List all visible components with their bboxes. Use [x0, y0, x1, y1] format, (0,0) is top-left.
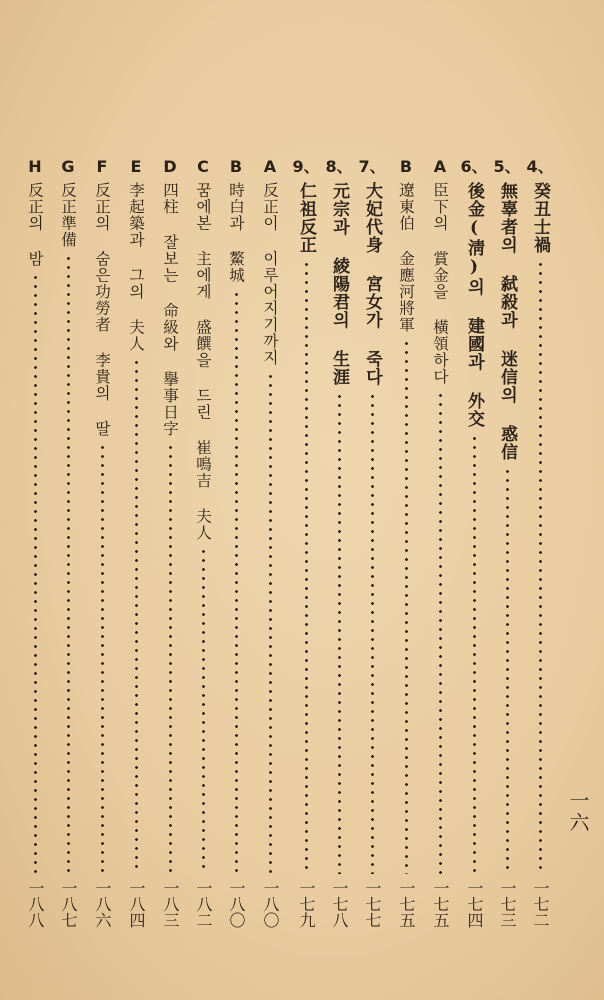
dot-leader	[539, 260, 542, 874]
toc-entry	[427, 158, 453, 948]
dot-leader	[405, 339, 408, 874]
entry-page: 一八〇	[227, 880, 246, 928]
entry-marker: E	[130, 157, 142, 176]
entry-page: 一七五	[431, 880, 450, 928]
entry-page: 一七二	[531, 880, 550, 928]
toc-entry	[123, 158, 149, 948]
entry-title: 臣下의 賞金을 橫領하다	[431, 182, 449, 385]
entry-page: 一八八	[26, 880, 45, 928]
dot-leader	[269, 372, 272, 874]
entry-marker: 4、	[526, 157, 554, 176]
entry-page: 一七四	[465, 880, 484, 928]
entry-title: 反正의 밤	[26, 182, 44, 267]
toc-entry	[190, 158, 216, 948]
entry-marker: 9、	[292, 157, 320, 176]
entry-marker: A	[263, 157, 277, 176]
entry-title: 後金(淸)의 建國과 外交	[464, 182, 484, 428]
entry-title: 反正의 숨은功勞者 李貴의 딸	[93, 182, 111, 437]
dot-leader	[34, 273, 37, 874]
entry-title: 元宗과 綾陽君의 生涯	[329, 182, 349, 386]
toc-entry	[527, 158, 553, 948]
entry-marker: 7、	[358, 157, 386, 176]
entry-title: 大妃代身 宮女가 죽다	[362, 182, 382, 386]
dot-leader	[473, 434, 476, 874]
entry-page: 一八六	[93, 880, 112, 928]
entry-marker: H	[28, 157, 42, 176]
toc-entry	[89, 158, 115, 948]
entry-title: 反正準備	[59, 182, 77, 248]
entry-title: 無辜者의 弑殺과 迷信의 惑信	[497, 182, 517, 461]
dot-leader	[235, 290, 238, 875]
entry-page: 一八四	[127, 880, 146, 928]
entry-marker: B	[229, 157, 243, 176]
toc-entry	[22, 158, 48, 948]
toc-entry	[393, 158, 419, 948]
entry-marker: 6、	[460, 157, 488, 176]
entry-title: 李起築과 그의 夫人	[127, 182, 145, 352]
entry-marker: D	[163, 157, 177, 176]
entry-page: 一七三	[498, 880, 517, 928]
dot-leader	[101, 443, 104, 874]
dot-leader	[202, 547, 205, 874]
entry-page: 一七七	[363, 880, 382, 928]
entry-title: 四柱 잘보는 命級와 擧事日字	[161, 182, 179, 437]
dot-leader	[506, 467, 509, 874]
entry-marker: G	[61, 157, 75, 176]
entry-page: 一八二	[194, 880, 213, 928]
entry-page: 一八七	[59, 880, 78, 928]
dot-leader	[67, 254, 70, 874]
toc-entry	[359, 158, 385, 948]
entry-marker: 5、	[493, 157, 521, 176]
entry-title: 仁祖反正	[296, 182, 316, 254]
entry-title: 反正이 이루어지기까지	[261, 182, 279, 366]
entry-page: 一八〇	[261, 880, 280, 928]
entry-title: 時白과 鰲城	[227, 182, 245, 284]
entry-page: 一七八	[330, 880, 349, 928]
toc-entry	[55, 158, 81, 948]
dot-leader	[169, 443, 172, 874]
entry-title: 遼東伯 金應河將軍	[397, 182, 415, 333]
entry-page: 一八三	[161, 880, 180, 928]
entry-marker: B	[399, 157, 413, 176]
dot-leader	[338, 392, 341, 874]
page-number: 一六	[566, 790, 590, 834]
entry-marker: 8、	[325, 157, 353, 176]
entry-page: 一七九	[297, 880, 316, 928]
toc-entry	[293, 158, 319, 948]
entry-marker: C	[197, 157, 209, 176]
dot-leader	[439, 391, 442, 874]
toc-entry	[461, 158, 487, 948]
entry-title: 꿈에본 主에게 盛饌을 드린 崔鳴吉 夫人	[194, 182, 212, 541]
dot-leader	[305, 260, 308, 874]
entry-marker: F	[96, 157, 108, 176]
dot-leader	[135, 358, 138, 874]
toc-entry	[494, 158, 520, 948]
toc-entry	[257, 158, 283, 948]
entry-title: 癸丑士禍	[530, 182, 550, 254]
toc-entry	[326, 158, 352, 948]
toc-entry	[223, 158, 249, 948]
entry-page: 一七五	[397, 880, 416, 928]
toc-entry	[157, 158, 183, 948]
dot-leader	[371, 392, 374, 874]
entry-marker: A	[433, 157, 447, 176]
